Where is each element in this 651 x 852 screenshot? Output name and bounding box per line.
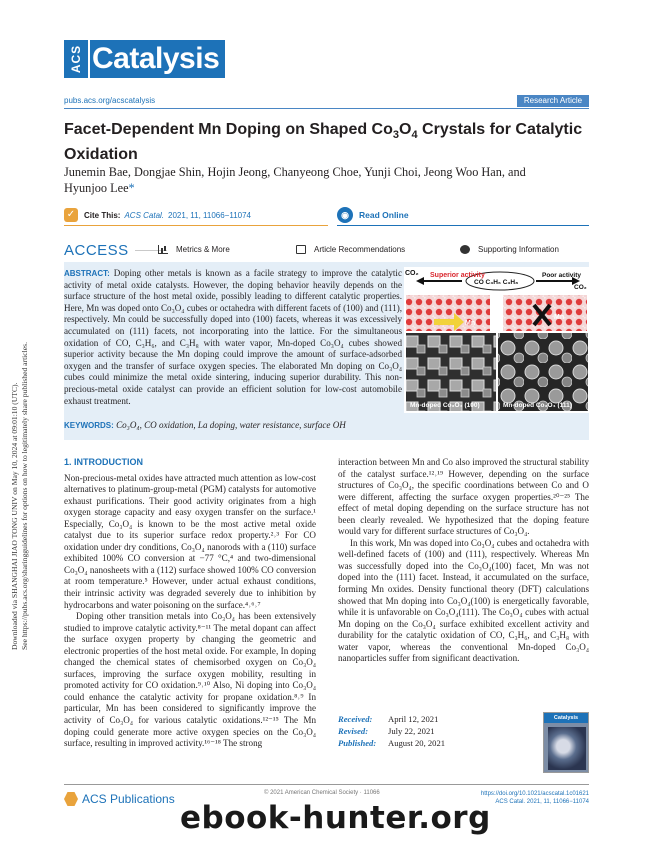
read-online-label: Read Online <box>359 210 409 220</box>
intro-paragraph-2: Doping other transition metals into Co₃O₄ has been extensively studied to improve catalytic activity.⁸⁻¹¹ The metal dopant can affect the surface oxygen property by changing the geometric and electronic properties of the host metal oxide. For example, In doping changed the chemical states of chemisorbed oxygen on Co₃O₄ surfaces, improving the surface oxygen mobility, resulting in promoted activity for CO oxidation.⁹˒¹⁰ Also, Ni doping into Co₃O₄ could enhance the catalytic activity for propane oxidation.⁸˒⁹ In particular, Mn has been considered to significantly improve the activity of Co₃O₄ for various catalytic oxidations.¹²⁻¹⁵ The Mn doping could generate more active oxygen species on the Co₃O₄ surface, resulting in improved activity.¹⁶⁻¹⁸ The strong <box>64 611 316 749</box>
abstract-text: Doping other metals is known as a facile strategy to improve the catalytic activity of metal oxide catalysts. However, the doping behavior heavily depends on the surface structure of the host metal oxide, possibly leading to different catalytic properties. Here, Mn was doped onto Co₃O₄ cubes or octahedra with different facets of (100) and (111), respectively. Mn could be successfully doped into (100) facets, whereas it was excessively accumulated on (111) facets, not incorporating into the lattice. For the simultaneous oxidation of CO, C₃H₆, and C₃H₈ with water vapor, Mn-doped Co₃O₄ cubes showed superior activity because the Mn doping could improve the amount of surface-adsorbed oxygen and the transfer of surface oxygen species. The elaborated Mn doping on Co₃O₄ cubes could minimize the metal oxide sintering, inducing superior durability. This non-precious-metal oxide catalyst can provide an efficient solution for low-cost automobile exhaust treatment. <box>64 268 402 406</box>
caption-right: Mn-doped Co₃O₄ (111) <box>503 402 572 409</box>
cite-label: Cite This: <box>84 210 121 220</box>
journal-url-link[interactable]: pubs.acs.org/acscatalysis <box>64 96 156 105</box>
sem-image-left <box>406 333 496 411</box>
keywords-heading: KEYWORDS: <box>64 421 114 430</box>
cover-art <box>548 727 586 770</box>
document-icon <box>296 245 306 254</box>
superior-activity-label: Superior activity <box>430 272 485 279</box>
received-date: April 12, 2021 <box>388 714 439 724</box>
mn-label-left: Mn <box>465 320 476 327</box>
section-heading-introduction: 1. INTRODUCTION <box>64 457 144 467</box>
watermark-text: ebook-hunter.org <box>180 800 491 836</box>
footer-divider <box>64 784 589 785</box>
bar-chart-icon <box>158 245 168 254</box>
caption-left: Mn-doped Co₃O₄ (100) <box>410 402 480 409</box>
cite-reference[interactable]: 2021, 11, 11066−11074 <box>168 210 251 220</box>
lattice-left <box>406 295 490 331</box>
co2-left: CO₂ <box>405 270 419 277</box>
article-type-badge: Research Article <box>517 95 589 107</box>
sem-image-right <box>498 333 588 411</box>
co2-right: CO₂ <box>574 284 587 291</box>
supporting-information-link[interactable]: Supporting Information <box>460 245 559 254</box>
revised-label: Revised: <box>338 726 369 736</box>
access-bar <box>64 240 589 260</box>
abstract-heading: ABSTRACT: <box>64 269 110 278</box>
download-notice-line1: Downloaded via SHANGHAI JIAO TONG UNIV on May 10, 2024 at 09:01:10 (UTC). <box>10 382 19 650</box>
globe-icon: ◉ <box>337 207 353 223</box>
check-icon: ✓ <box>64 208 78 222</box>
intro-paragraph-3: interaction between Mn and Co also improved the structural stability of the catalyst surface.¹²˒¹⁹ However, depending on the surface structures of Co₃O₄, the specific coordinations between Co and O were different, affecting the surface oxygen properties.²⁰⁻²⁵ The effect of metal doping depending on the surface structure has not been clearly revealed. We hypothesized that the doping feature would vary for different surface structures of Co₃O₄. <box>338 457 589 537</box>
read-online-button[interactable] <box>337 205 589 226</box>
footer-doi[interactable]: https://doi.org/10.1021/acscatal.1c01621 ACS Catal. 2021, 11, 11066−11074 <box>480 791 589 805</box>
published-label: Published: <box>338 738 377 748</box>
revised-date: July 22, 2021 <box>388 726 435 736</box>
author-list: Junemin Bae, Dongjae Shin, Hojin Jeong, Chanyeong Choe, Yunji Choi, Jeong Woo Han, and Hyunjoo Lee* <box>64 165 526 195</box>
journal-cover-thumbnail[interactable] <box>543 712 589 773</box>
si-icon <box>460 245 470 254</box>
article-title: Facet-Dependent Mn Doping on Shaped $Co_3O_4$ Crystals for Catalytic Oxidation <box>64 121 583 164</box>
page-number: 11066 <box>363 790 380 796</box>
publication-dates <box>338 713 528 749</box>
mn-label-right: Mn <box>554 314 565 321</box>
published-date: August 20, 2021 <box>388 738 446 748</box>
acs-hex-icon <box>64 792 78 806</box>
download-notice <box>6 240 30 650</box>
download-notice-line2: See https://pubs.acs.org/sharingguidelines for options on how to legitimately share published articles. <box>20 342 29 650</box>
logo-acs-box: ACS <box>64 40 88 78</box>
abstract <box>64 268 402 407</box>
acs-publications-logo[interactable]: ACS Publications <box>64 792 175 806</box>
reactants-label: CO C₃H₆ C₃H₈ <box>474 279 519 286</box>
access-label: ACCESS <box>64 241 129 259</box>
intro-paragraph-1: Non-precious-metal oxides have attracted much attention as low-cost alternatives to platinum-group-metal (PGM) catalysts for automotive exhaust purifications. Their good activity originates from a high oxygen storage capacity and easy oxygen transfer on the surface.¹ Especially, Co₃O₄ is known to be the most active metal oxide catalyst due to its superior surface redox property.²˒³ For CO oxidation under dry conditions, Co₃O₄ nanorods with a (110) surface exhibited 100% CO conversion at −77 °C,⁴ and two-dimensional Co₃O₄ nanosheets with a (112) surface showed 100% CO conversion at room temperature.⁵ However, under actual exhaust conditions, their intrinsic activity was degraded severely due to inhibition by hydrocarbons and water poisoning on the surface.⁴˒⁶˒⁷ <box>64 472 316 610</box>
received-label: Received: <box>338 714 373 724</box>
logo-wordmark: Catalysis <box>90 40 225 78</box>
copyright-text: © 2021 American Chemical Society · 11066 <box>264 790 380 796</box>
cover-band: Catalysis <box>544 713 588 723</box>
corresponding-author-mark[interactable]: * <box>128 181 135 195</box>
cite-journal[interactable]: ACS Catal. <box>124 210 165 220</box>
journal-logo[interactable] <box>64 40 225 78</box>
intro-column-left <box>64 457 316 750</box>
toc-graphic <box>404 267 589 413</box>
metrics-more-link[interactable]: Metrics & More <box>158 245 230 254</box>
cite-this[interactable] <box>64 205 328 226</box>
header-divider <box>64 108 589 109</box>
intro-column-right <box>338 457 589 665</box>
article-recommendations-link[interactable]: Article Recommendations <box>296 245 405 254</box>
intro-paragraph-4: In this work, Mn was doped into Co₃O₄ cubes and octahedra with well-defined facets of (100) and (111), respectively. Whereas Mn was successfully doped into the Co₃O₄(100) facet, Mn was not doped into the (111) facet. Instead, it accumulated on the surface, forming Mn oxides. Density functional theory (DFT) calculations showed that Mn doping into Co₃O₄(100) is energetically favorable, while it is unfavorable on Co₃O₄(111). The Co₃O₄ cubes with actual Mn doping on the Co₃O₄ surface exhibited excellent activity and durability for the catalytic oxidation of CO, C₃H₆, and C₃H₈ with water vapor, whereas the conventional Mn-doped Co₃O₄ nanoparticles suffer from significant deactivation. <box>338 537 589 664</box>
keywords <box>64 420 402 431</box>
poor-activity-label: Poor activity <box>542 272 582 279</box>
keywords-text: Co₃O₄, CO oxidation, La doping, water resistance, surface OH <box>116 420 346 430</box>
